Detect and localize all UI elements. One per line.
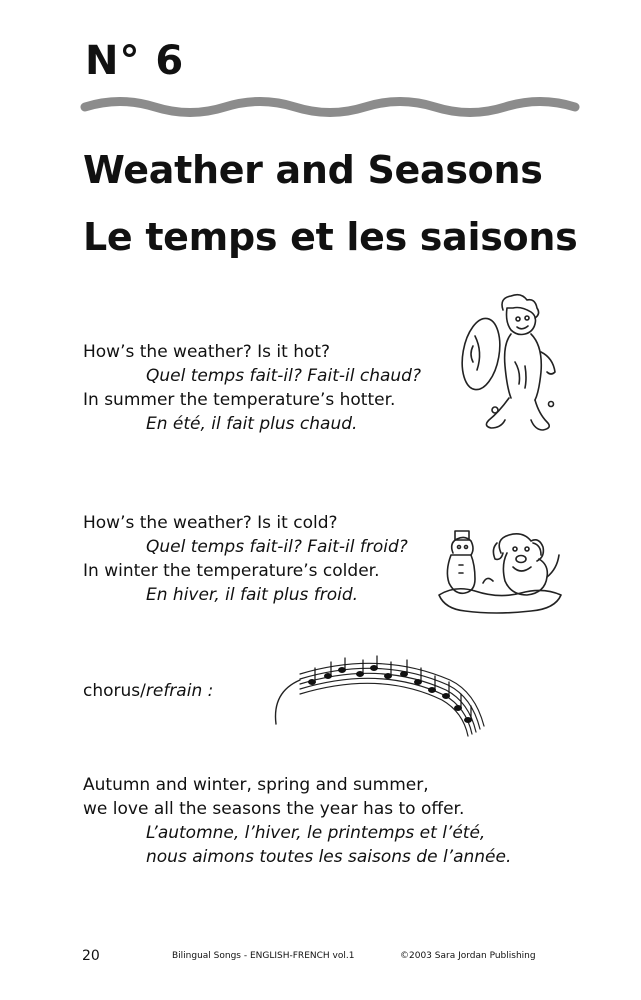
winter-dog-snowman-illustration [435,525,565,617]
verse-3 [83,773,511,869]
book-title: Bilingual Songs - ENGLISH-FRENCH vol.1 [172,951,355,961]
song-number: N° 6 [85,38,185,84]
verse-line-fr: Quel temps fait-il? Fait-il froid? [146,537,408,557]
music-staff-illustration [270,652,495,738]
verse-2 [83,511,408,607]
verse-line-fr: En été, il fait plus chaud. [146,414,358,434]
verse-line-en: How’s the weather? Is it cold? [83,513,338,533]
title-english: Weather and Seasons [83,148,543,192]
verse-line-fr: Quel temps fait-il? Fait-il chaud? [146,366,421,386]
chorus-colon: : [202,681,214,701]
verse-line-fr: En hiver, il fait plus froid. [146,585,359,605]
summer-kid-illustration [455,292,565,440]
verse-line-en: In winter the temperature’s colder. [83,561,380,581]
title-french: Le temps et les saisons [83,215,578,259]
verse-line-fr: nous aimons toutes les saisons de l’année. [146,847,512,867]
page-number: 20 [82,948,100,964]
verse-line-en: How’s the weather? Is it hot? [83,342,331,362]
copyright: ©2003 Sara Jordan Publishing [400,951,536,961]
verse-1 [83,340,421,436]
chorus-french: refrain [145,681,203,701]
chorus-label [83,681,213,701]
wave-divider [0,92,641,132]
verse-line-en: Autumn and winter, spring and summer, [83,775,429,795]
verse-line-en: we love all the seasons the year has to offer. [83,799,465,819]
verse-line-en: In summer the temperature’s hotter. [83,390,396,410]
verse-line-fr: L’automne, l’hiver, le printemps et l’été, [146,823,486,843]
chorus-english: chorus/ [83,681,146,701]
